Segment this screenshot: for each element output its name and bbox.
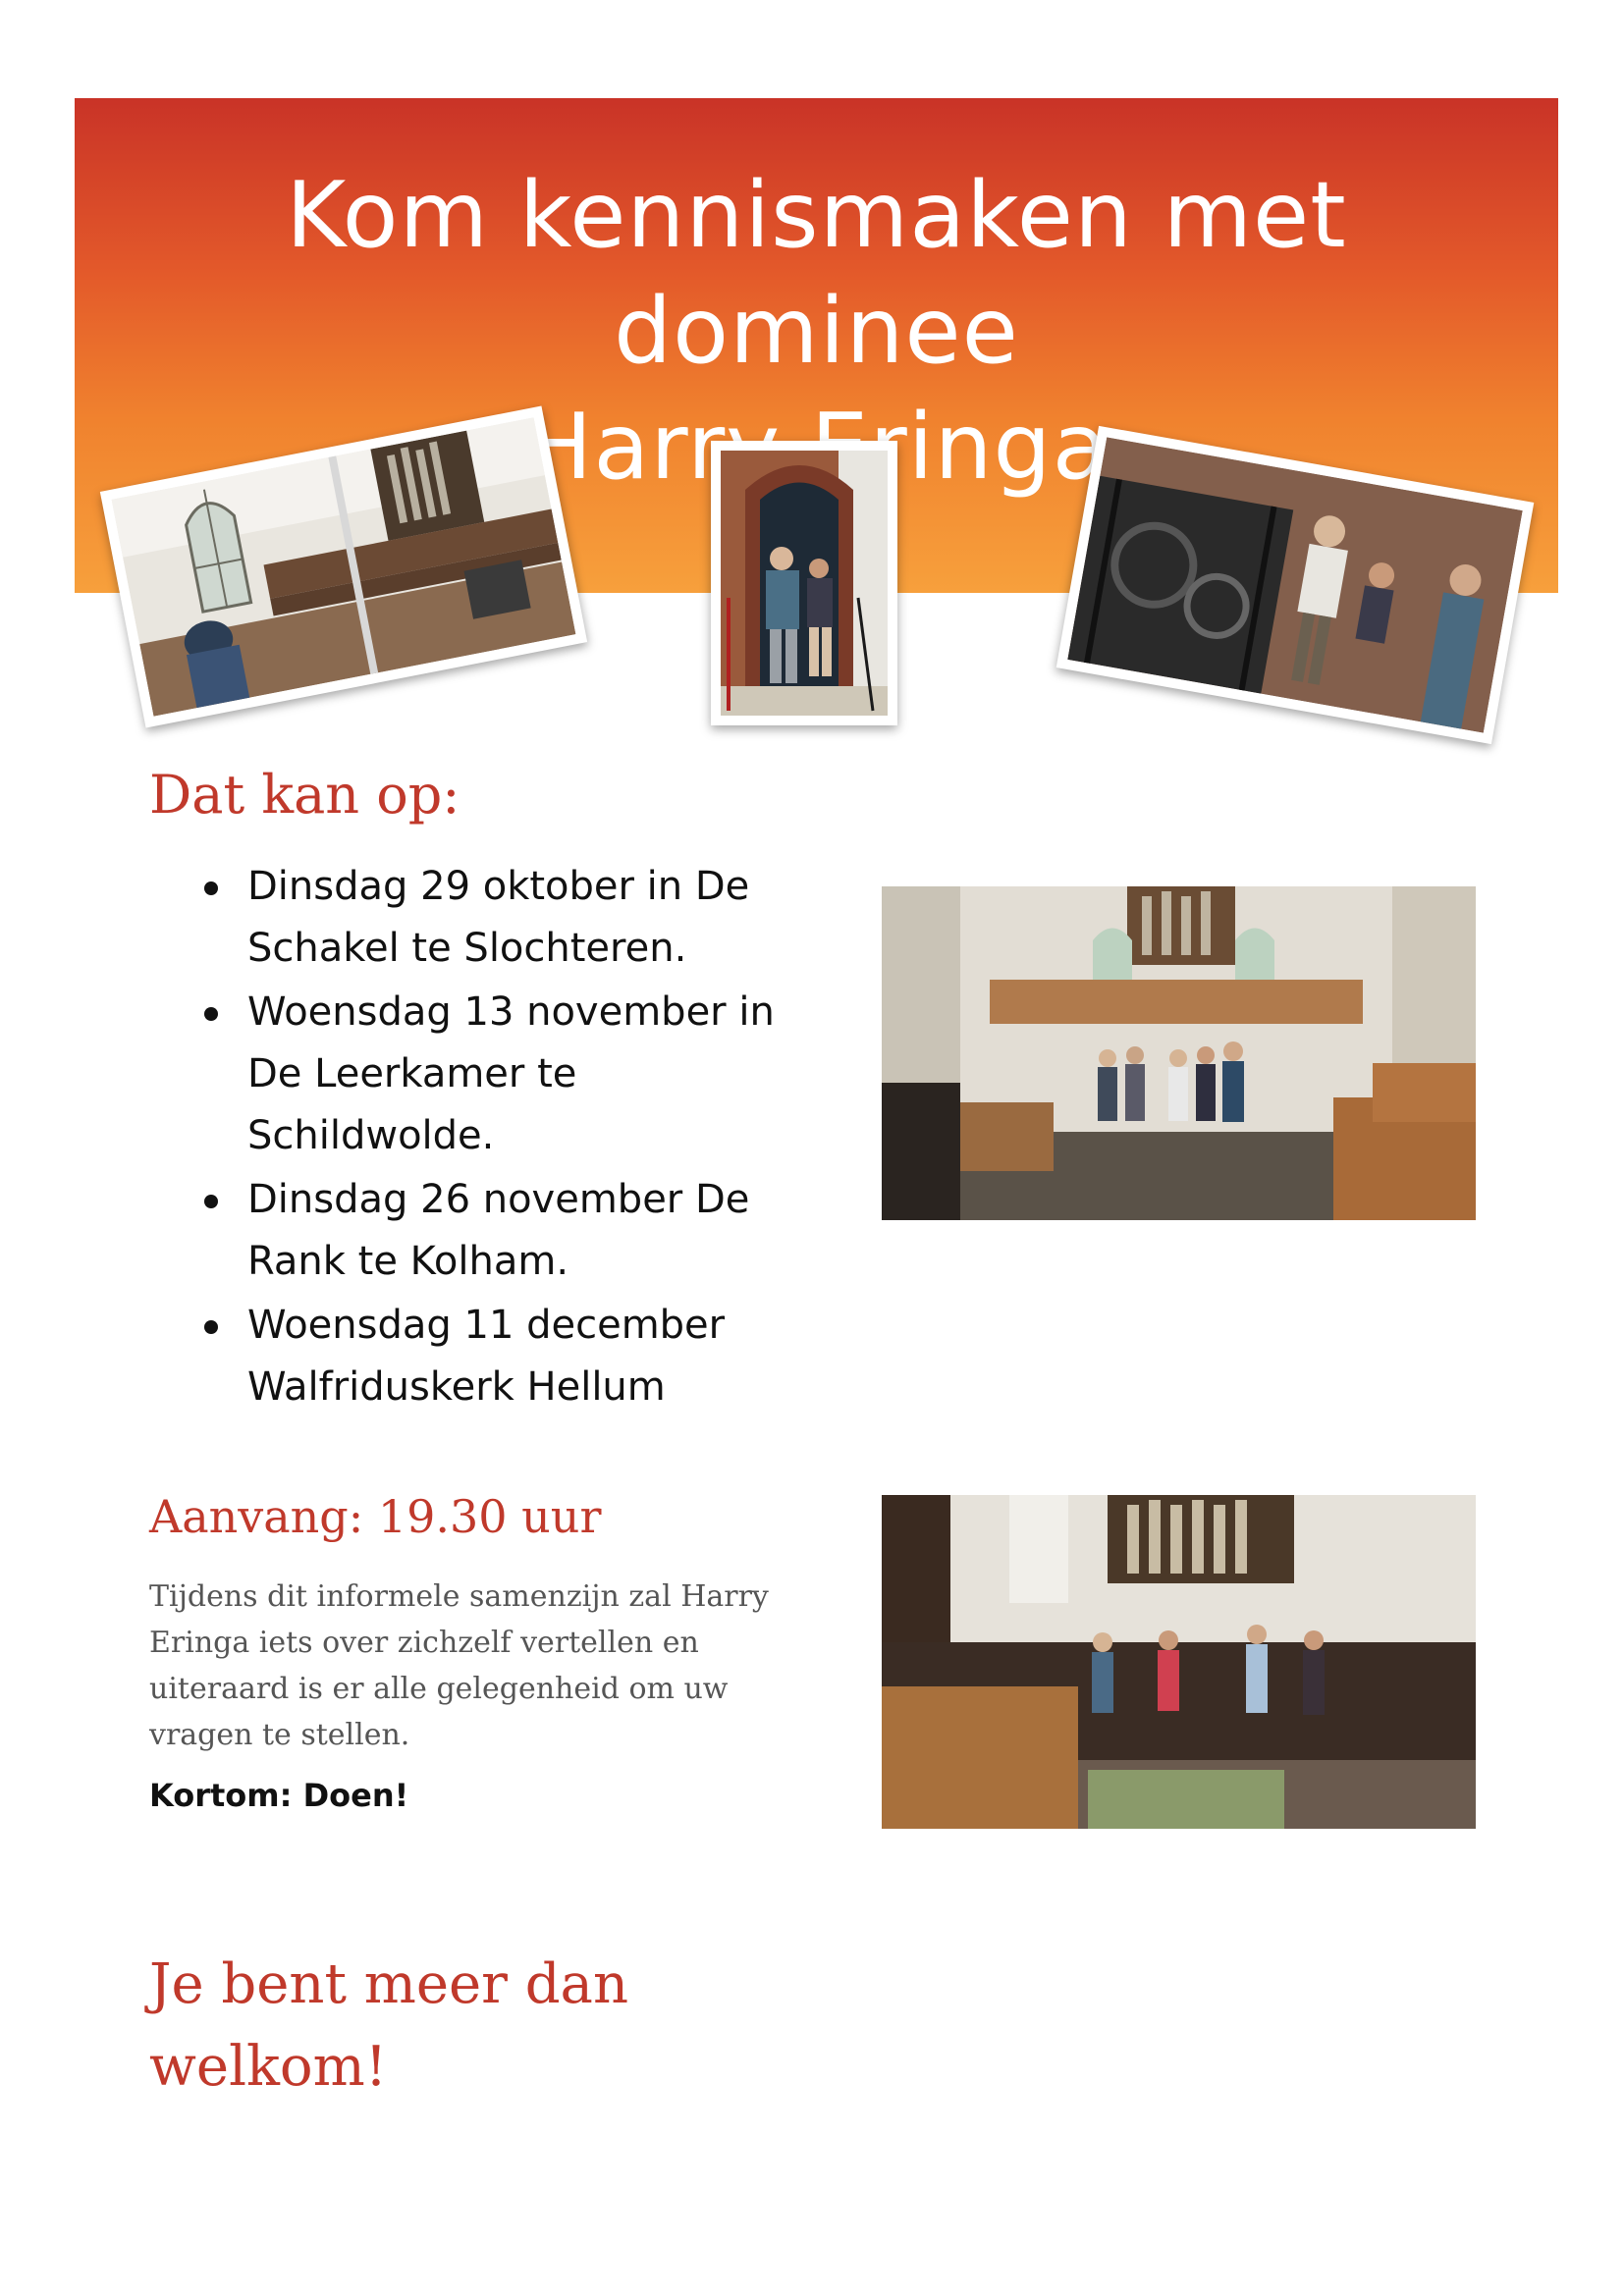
event-text: Dinsdag 29 oktober in De Schakel te Slochteren. [247, 864, 750, 971]
church-organ-group-photo [882, 1495, 1476, 1829]
bullet-icon [204, 1007, 218, 1021]
event-list [196, 856, 805, 1420]
event-text: Woensdag 13 november in De Leerkamer te Schildwolde. [247, 989, 775, 1158]
description-text: Tijdens dit informele samenzijn zal Harry Eringa iets over zichzelf vertellen en uiteraard is er alle gelegenheid om uw vragen te stellen. [149, 1579, 769, 1752]
event-text: Woensdag 11 december Walfriduskerk Hellum [247, 1303, 726, 1410]
church-aisle-group-photo [882, 886, 1476, 1220]
church-entrance-photo [711, 441, 897, 725]
title-line-2: Harry Eringa [523, 394, 1110, 500]
closing-text: Kortom: Doen! [149, 1777, 409, 1814]
start-time-heading: Aanvang: 19.30 uur [149, 1490, 602, 1543]
event-text: Dinsdag 26 november De Rank te Kolham. [247, 1177, 750, 1284]
list-item [196, 1295, 805, 1418]
bullet-icon [204, 1320, 218, 1334]
schedule-heading: Dat kan op: [149, 764, 460, 826]
list-item [196, 856, 805, 980]
list-item [196, 982, 805, 1167]
list-item [196, 1169, 805, 1293]
bullet-icon [204, 881, 218, 895]
bullet-icon [204, 1195, 218, 1208]
title-line-1: Kom kennismaken met dominee [286, 162, 1347, 384]
welcome-text: Je bent meer dan welkom! [149, 1952, 629, 2099]
